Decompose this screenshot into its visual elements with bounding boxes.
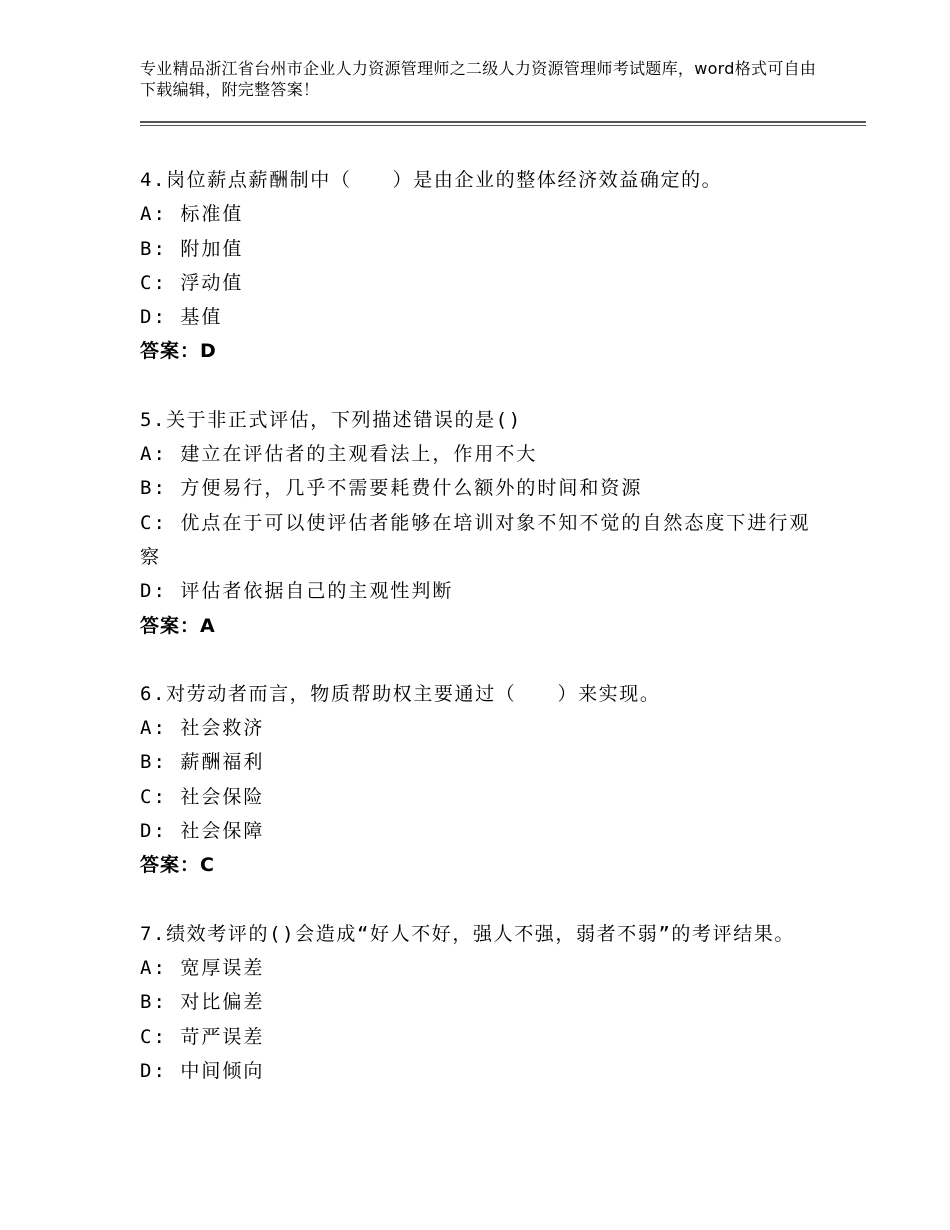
option-b: B: 方便易行，几乎不需要耗费什么额外的时间和资源 xyxy=(140,477,643,500)
question-stem: 6.对劳动者而言，物质帮助权主要通过（ ）来实现。 xyxy=(140,682,661,705)
option-d: D: 基值 xyxy=(140,306,223,329)
header-divider-thick xyxy=(140,121,866,123)
answer-label: 答案：A xyxy=(140,614,216,637)
answer-label: 答案：D xyxy=(140,340,217,363)
question-4 xyxy=(140,163,820,369)
option-c: C: 优点在于可以使评估者能够在培训对象不知不觉的自然态度下进行观察 xyxy=(140,511,811,568)
option-b: B: 薪酬福利 xyxy=(140,751,265,774)
document-header xyxy=(140,58,830,100)
option-c: C: 浮动值 xyxy=(140,271,244,294)
question-6 xyxy=(140,677,820,883)
option-b: B: 附加值 xyxy=(140,237,244,260)
option-a: A: 标准值 xyxy=(140,203,244,226)
option-d: D: 中间倾向 xyxy=(140,1059,265,1082)
option-a: A: 建立在评估者的主观看法上，作用不大 xyxy=(140,443,538,466)
question-7 xyxy=(140,917,820,1088)
option-a: A: 社会救济 xyxy=(140,717,265,740)
option-d: D: 社会保障 xyxy=(140,820,265,843)
answer-label: 答案：C xyxy=(140,854,215,877)
option-b: B: 对比偏差 xyxy=(140,991,265,1014)
question-stem: 4.岗位薪点薪酬制中（ ）是由企业的整体经济效益确定的。 xyxy=(140,169,723,191)
option-a: A: 宽厚误差 xyxy=(140,956,265,979)
option-d: D: 评估者依据自己的主观性判断 xyxy=(140,580,454,603)
option-c: C: 苛严误差 xyxy=(140,1025,265,1048)
question-stem: 5.关于非正式评估，下列描述错误的是() xyxy=(140,408,522,431)
header-title: 专业精品浙江省台州市企业人力资源管理师之二级人力资源管理师考试题库，word格式可自由下载编辑，附完整答案！ xyxy=(140,59,817,99)
question-stem: 7.绩效考评的()会造成“好人不好，强人不强，弱者不弱”的考评结果。 xyxy=(140,922,796,945)
header-divider-thin xyxy=(140,125,866,126)
question-5 xyxy=(140,403,820,643)
option-c: C: 社会保险 xyxy=(140,785,265,808)
question-list xyxy=(140,163,820,1122)
